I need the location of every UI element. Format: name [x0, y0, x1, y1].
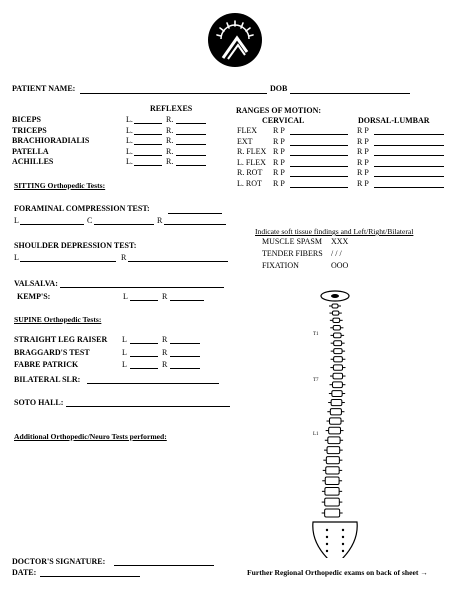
sitting-title-bold: SITTING: [14, 181, 46, 190]
rom-dorsal-rp-label: R P: [357, 168, 369, 178]
supine-r-label: R: [162, 347, 168, 357]
kemps-r-field[interactable]: [170, 300, 204, 301]
sacral-foramen: [342, 529, 344, 531]
supine-title: [14, 315, 101, 324]
rom-dorsal-rp-label: R P: [357, 157, 369, 167]
rom-cervical-field[interactable]: [290, 155, 348, 156]
vertebra-body: [331, 399, 342, 405]
vertebra-body: [325, 477, 339, 484]
reflex-name: BRACHIORADIALIS: [12, 136, 90, 145]
vertebra-body: [325, 509, 340, 517]
reflex-right-label: R.: [166, 125, 174, 135]
reflex-left-label: L.: [126, 157, 133, 166]
reflex-right-label: R.: [166, 115, 174, 124]
reflex-left-label: L.: [126, 136, 133, 145]
vertebra-body: [334, 357, 343, 362]
soft-tissue-title: Indicate soft tissue findings and Left/Right/Bilateral: [255, 227, 414, 236]
reflex-name: TRICEPS: [12, 125, 47, 135]
reflex-name: ACHILLES: [12, 157, 54, 166]
rom-cervical-field[interactable]: [290, 166, 348, 167]
soft-tissue-finding: MUSCLE SPASM: [262, 237, 322, 246]
vertebra-body: [332, 382, 342, 388]
supine-r-label: R: [162, 335, 168, 344]
vertebra-body: [328, 437, 340, 444]
shoulder-label: SHOULDER DEPRESSION TEST:: [14, 241, 137, 250]
rom-dorsal-rp-label: R P: [357, 136, 369, 146]
atlas-foramen: [331, 294, 339, 298]
rom-dorsal-field[interactable]: [374, 155, 444, 156]
reflex-left-label: L.: [126, 115, 133, 124]
spine-label-l1: L1: [313, 432, 319, 437]
clinic-logo: [207, 12, 263, 68]
rom-item-label: L. FLEX: [237, 157, 266, 167]
vertebra-body: [333, 365, 342, 370]
dob-label: DOB: [270, 84, 288, 93]
shoulder-r-field[interactable]: [128, 261, 228, 262]
rom-dorsal-rp-label: R P: [357, 126, 369, 135]
reflex-right-field[interactable]: [176, 165, 206, 166]
rom-cervical-field[interactable]: [290, 145, 348, 146]
supine-l-label: L: [122, 360, 127, 369]
patient-name-field[interactable]: [80, 93, 267, 94]
sacrum: [313, 522, 357, 558]
valsalva-field[interactable]: [60, 287, 224, 288]
rom-item-label: EXT: [237, 136, 253, 146]
supine-r-field[interactable]: [170, 343, 200, 344]
foraminal-c-label: C: [87, 216, 93, 225]
shoulder-l-label: L: [14, 253, 19, 262]
reflex-right-label: R.: [166, 136, 174, 145]
soto-hall-label: SOTO HALL:: [14, 398, 64, 407]
rom-dorsal-field[interactable]: [374, 134, 444, 135]
rom-title: RANGES OF MOTION:: [236, 106, 322, 115]
rom-item-label: R. FLEX: [237, 147, 267, 157]
kemps-l-field[interactable]: [130, 300, 158, 301]
back-of-sheet-note: Further Regional Orthopedic exams on back of sheet →: [247, 568, 428, 577]
sacral-foramen: [326, 536, 328, 538]
bilateral-slr-field[interactable]: [87, 383, 219, 384]
sacral-foramen: [342, 536, 344, 538]
foraminal-c-field[interactable]: [94, 224, 154, 225]
soft-tissue-finding: FIXATION: [262, 261, 299, 270]
vertebra-body: [333, 373, 343, 379]
vertebra-body: [334, 341, 342, 346]
vertebra-body: [327, 447, 340, 454]
reflexes-title: REFLEXES: [150, 104, 193, 113]
reflex-name: BICEPS: [12, 115, 41, 124]
reflex-left-field[interactable]: [134, 155, 162, 156]
rom-cervical-rp-label: R P: [273, 147, 285, 157]
sacral-foramen: [342, 550, 344, 552]
soft-tissue-finding: TENDER FIBERS: [262, 249, 323, 258]
rom-item-label: R. ROT: [237, 168, 263, 178]
vertebra-body: [330, 418, 341, 424]
foraminal-result-field[interactable]: [168, 213, 222, 214]
reflex-left-field[interactable]: [134, 144, 162, 145]
spine-label-t1: T1: [313, 332, 319, 337]
dob-field[interactable]: [290, 93, 410, 94]
valsalva-label: VALSALVA:: [14, 279, 58, 288]
rom-cervical-rp-label: R P: [273, 157, 285, 167]
rom-dorsal-rp-label: R P: [357, 147, 369, 157]
supine-l-label: L: [122, 347, 127, 357]
vertebra-body: [326, 457, 339, 464]
shoulder-r-label: R: [121, 253, 127, 262]
foraminal-l-label: L: [14, 216, 19, 225]
reflex-right-field[interactable]: [176, 134, 206, 135]
patient-name-label: PATIENT NAME:: [12, 84, 76, 93]
spine-label-t7: T7: [313, 378, 319, 383]
vertebra-body: [333, 326, 340, 331]
rom-cervical-label: CERVICAL: [262, 116, 305, 125]
rom-dorsal-rp-label: R P: [357, 179, 369, 188]
vertebra-body: [329, 427, 341, 434]
rom-dorsal-field[interactable]: [374, 187, 444, 188]
vertebra-body: [330, 409, 341, 415]
soft-tissue-symbol: / / /: [331, 249, 342, 258]
supine-l-field[interactable]: [130, 343, 158, 344]
vertebra-body: [333, 318, 340, 322]
spine-diagram[interactable]: [290, 288, 400, 558]
soft-tissue-symbol: OOO: [331, 261, 349, 270]
rom-dorsal-field[interactable]: [374, 176, 444, 177]
rom-cervical-rp-label: R P: [273, 179, 285, 188]
sitting-title-rest: Orthopedic Tests:: [45, 181, 106, 190]
foraminal-r-field[interactable]: [164, 224, 226, 225]
supine-test-name: STRAIGHT LEG RAISER: [14, 335, 108, 344]
soft-tissue-symbol: XXX: [331, 237, 349, 246]
bilateral-slr-label: BILATERAL SLR:: [14, 375, 81, 384]
supine-r-label: R: [162, 360, 168, 369]
vertebra-body: [332, 311, 338, 315]
foraminal-label: FORAMINAL COMPRESSION TEST:: [14, 204, 150, 213]
supine-l-field[interactable]: [130, 368, 158, 369]
vertebra-body: [332, 391, 342, 397]
foraminal-l-field[interactable]: [20, 224, 84, 225]
supine-title-bold: SUPINE: [14, 315, 42, 324]
vertebra-body: [326, 467, 339, 474]
rom-cervical-field[interactable]: [290, 176, 348, 177]
supine-test-name: FABRE PATRICK: [14, 360, 79, 369]
vertebra-body: [325, 498, 340, 506]
rom-dorsal-field[interactable]: [374, 166, 444, 167]
supine-l-field[interactable]: [130, 356, 158, 357]
reflex-left-label: L.: [126, 146, 133, 156]
rom-dorsal-label: DORSAL-LUMBAR: [358, 116, 430, 125]
sacral-foramen: [326, 543, 328, 545]
vertebra-body: [325, 488, 339, 496]
vertebra-body: [334, 349, 342, 354]
reflex-left-field[interactable]: [134, 165, 162, 166]
kemps-l-label: L: [123, 292, 128, 301]
kemps-label: KEMP'S:: [17, 292, 51, 301]
reflex-right-field[interactable]: [176, 144, 206, 145]
reflex-left-label: L.: [126, 125, 133, 135]
reflex-right-label: R.: [166, 157, 174, 166]
rom-cervical-field[interactable]: [290, 187, 348, 188]
supine-r-field[interactable]: [170, 356, 200, 357]
soto-hall-field[interactable]: [66, 406, 230, 407]
rom-cervical-rp-label: R P: [273, 126, 285, 135]
sacral-foramen: [326, 550, 328, 552]
reflex-left-field[interactable]: [134, 123, 162, 124]
reflex-right-field[interactable]: [176, 123, 206, 124]
vertebra-body: [332, 304, 338, 308]
reflex-name: PATELLA: [12, 146, 49, 156]
supine-l-label: L: [122, 335, 127, 344]
reflex-right-label: R.: [166, 146, 174, 156]
sacral-foramen: [342, 543, 344, 545]
vertebra-body: [334, 333, 342, 338]
date-field[interactable]: [40, 576, 140, 577]
shoulder-l-field[interactable]: [20, 261, 116, 262]
additional-tests-label: Additional Orthopedic/Neuro Tests performed:: [14, 432, 167, 441]
reflex-left-field[interactable]: [134, 134, 162, 135]
signature-label: DOCTOR'S SIGNATURE:: [12, 557, 106, 566]
supine-test-name: BRAGGARD'S TEST: [14, 347, 90, 357]
foraminal-r-label: R: [157, 216, 163, 225]
supine-title-rest: Orthopedic Tests:: [41, 315, 102, 324]
sacral-foramen: [326, 529, 328, 531]
sitting-title: [14, 181, 105, 190]
rom-item-label: FLEX: [237, 126, 257, 135]
supine-r-field[interactable]: [170, 368, 200, 369]
kemps-r-label: R: [162, 292, 168, 301]
reflex-right-field[interactable]: [176, 155, 206, 156]
rom-cervical-rp-label: R P: [273, 136, 285, 146]
rom-item-label: L. ROT: [237, 179, 262, 188]
rom-dorsal-field[interactable]: [374, 145, 444, 146]
rom-cervical-field[interactable]: [290, 134, 348, 135]
signature-field[interactable]: [114, 565, 214, 566]
rom-cervical-rp-label: R P: [273, 168, 285, 178]
date-label: DATE:: [12, 568, 37, 577]
